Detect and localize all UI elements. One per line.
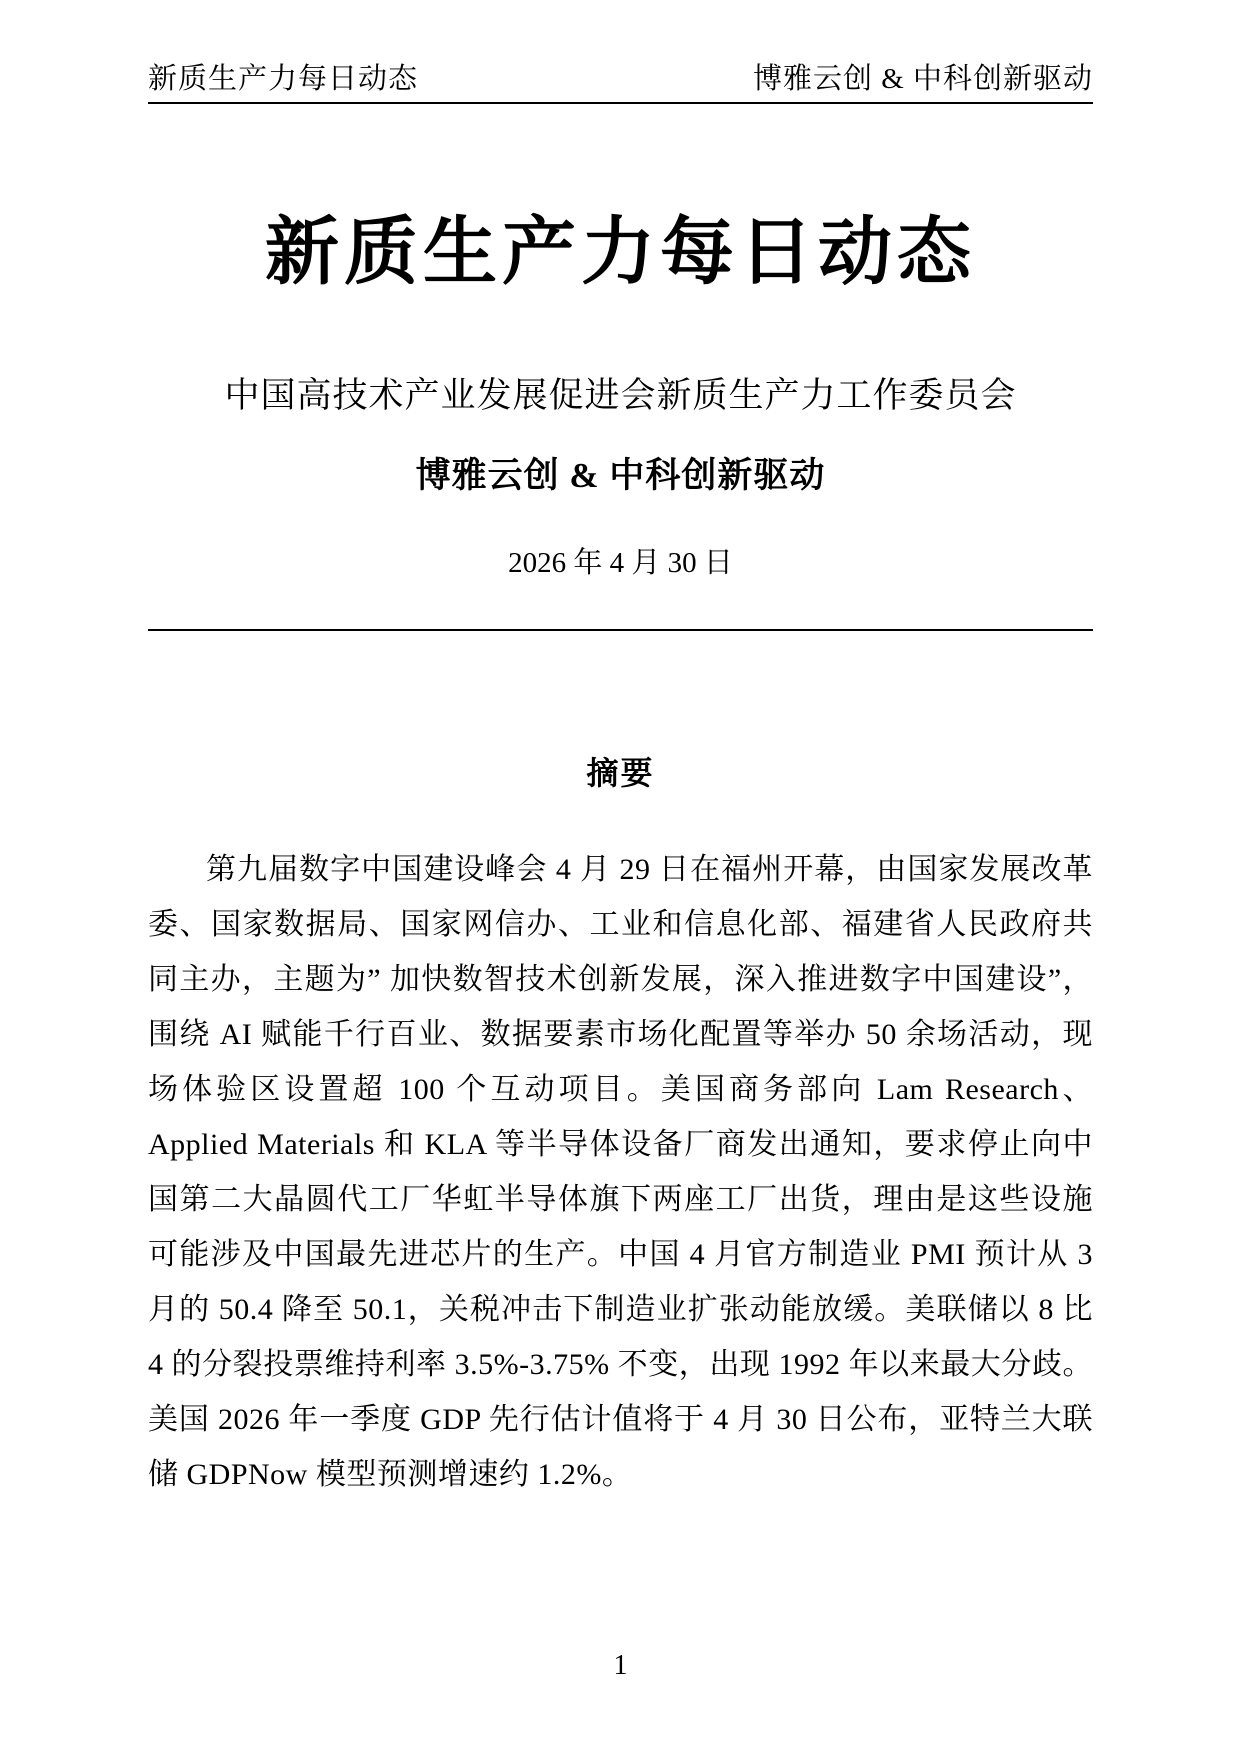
document-subtitle: 中国高技术产业发展促进会新质生产力工作委员会: [224, 376, 1017, 415]
document-title: 新质生产力每日动态: [265, 212, 976, 294]
running-header-right: 博雅云创 & 中科创新驱动: [752, 63, 1093, 95]
abstract-heading: 摘要: [586, 755, 655, 791]
header-rule: [148, 102, 1093, 104]
title-rule: [148, 629, 1093, 631]
abstract-paragraph: 第九届数字中国建设峰会 4 月 29 日在福州开幕，由国家发展改革委、国家数据局、国家网信办、工业和信息化部、福建省人民政府共同主办，主题为” 加快数智技术创新发展，深入推进数字中国建设”，围绕 AI 赋能千行百业、数据要素市场化配置等举办 50 余场活动，现场体验区设置超 100 个互动项目。美国商务部向 Lam Research、Applied Materials 和 KLA 等半导体设备厂商发出通知，要求停止向中国第二大晶圆代工厂华虹半导体旗下两座工厂出货，理由是这些设施可能涉及中国最先进芯片的生产。中国 4 月官方制造业 PMI 预计从 3 月的 50.4 降至 50.1，关税冲击下制造业扩张动能放缓。美联储以 8 比 4 的分裂投票维持利率 3.5%-3.75% 不变，出现 1992 年以来最大分歧。美国 2026 年一季度 GDP 先行估计值将于 4 月 30 日公布，亚特兰大联储 GDPNow 模型预测增速约 1.2%。: [148, 853, 1093, 1491]
document-authors: 博雅云创 & 中科创新驱动: [415, 456, 826, 495]
running-header: [148, 56, 1093, 97]
page-number: 1: [613, 1650, 628, 1681]
running-header-left: 新质生产力每日动态: [148, 63, 419, 95]
document-date: 2026 年 4 月 30 日: [508, 547, 733, 579]
